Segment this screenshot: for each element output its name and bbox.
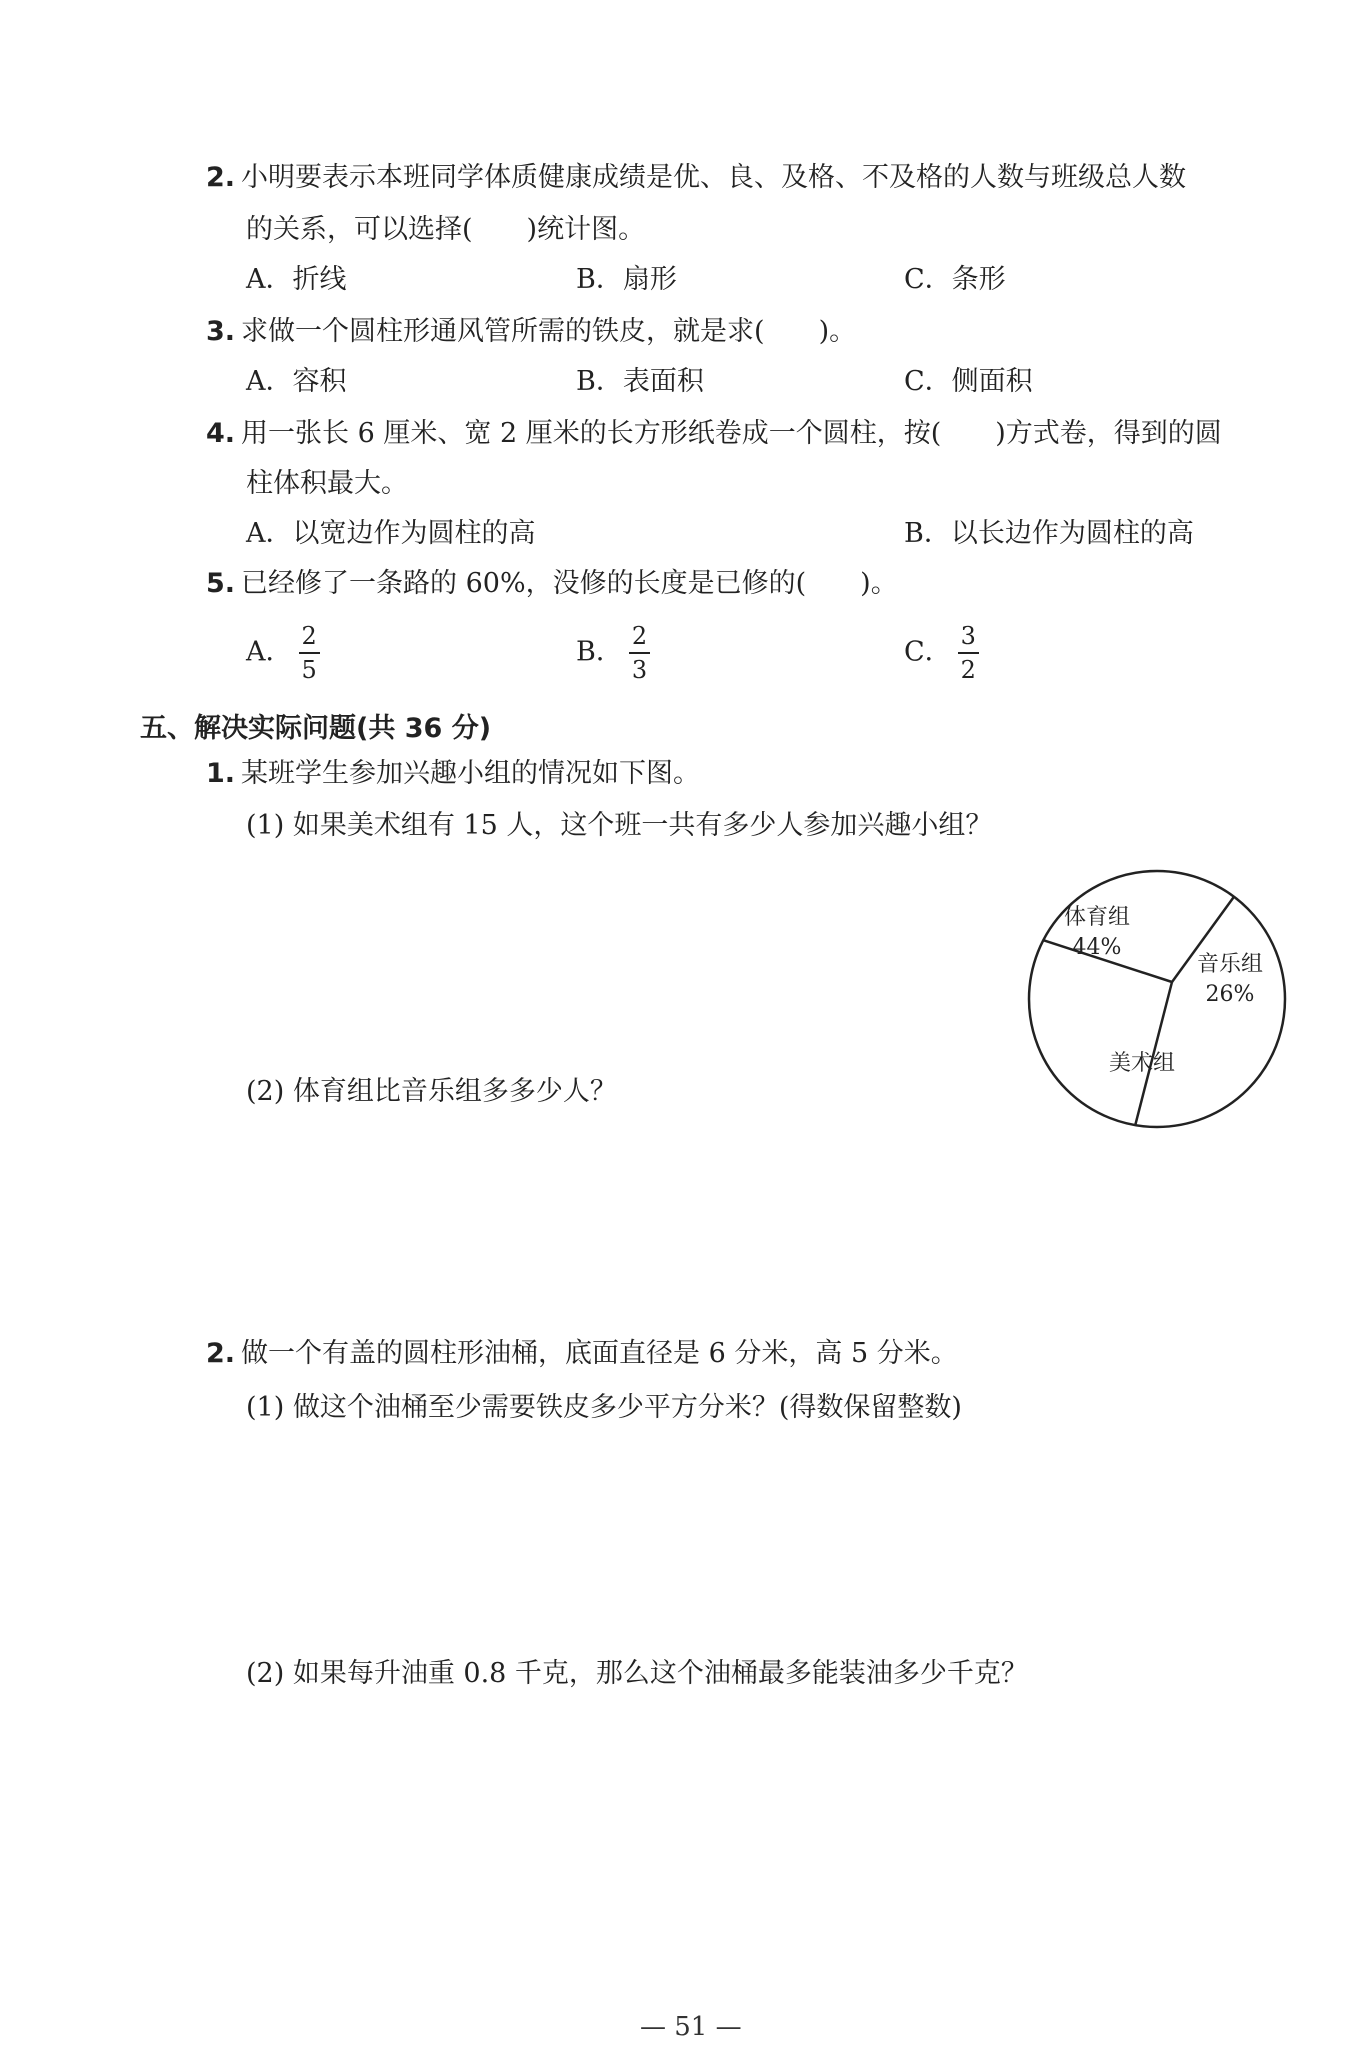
problem-1-text: 1. 某班学生参加兴趣小组的情况如下图。 <box>206 758 701 789</box>
fraction: $\frac{2}{3}$ <box>629 622 650 684</box>
question-5-line1: 5. 已经修了一条路的 60%，没修的长度是已修的( )。 <box>206 568 898 599</box>
question-5-option-c: C． $\frac{3}{2}$ <box>904 622 979 684</box>
question-2-line1: 2. 小明要表示本班同学体质健康成绩是优、良、及格、不及格的人数与班级总人数 <box>206 162 1187 193</box>
question-2-option-b: B．扇形 <box>576 264 677 295</box>
pie-slice-label: 体育组 <box>1063 905 1131 930</box>
problem-2-sub2: (2) 如果每升油重 0.8 千克，那么这个油桶最多能装油多少千克？ <box>246 1658 1028 1689</box>
pie-slice-percent: 26% <box>1205 982 1255 1007</box>
question-3-option-a: A．容积 <box>246 366 347 397</box>
problem-1-sub2: (2) 体育组比音乐组多多少人？ <box>246 1076 617 1107</box>
question-4-line1: 4. 用一张长 6 厘米、宽 2 厘米的长方形纸卷成一个圆柱，按( )方式卷，得到的圆 <box>206 418 1222 449</box>
page-number: — 51 — <box>640 2012 742 2042</box>
question-3-option-b: B．表面积 <box>576 366 704 397</box>
fraction: $\frac{2}{5}$ <box>299 622 320 684</box>
question-2-option-a: A．折线 <box>246 264 347 295</box>
pie-slice-percent: 44% <box>1072 935 1122 960</box>
question-2-line2: 的关系，可以选择( )统计图。 <box>246 214 646 245</box>
pie-slice-label: 美术组 <box>1108 1051 1176 1076</box>
problem-2-text: 2. 做一个有盖的圆柱形油桶，底面直径是 6 分米，高 5 分米。 <box>206 1338 958 1369</box>
question-4-line2: 柱体积最大。 <box>246 468 408 499</box>
question-4-option-a: A．以宽边作为圆柱的高 <box>246 518 536 549</box>
pie-chart <box>1022 864 1292 1134</box>
pie-slice-label: 音乐组 <box>1196 952 1264 977</box>
fraction: $\frac{3}{2}$ <box>958 622 979 684</box>
question-5-option-b: B． $\frac{2}{3}$ <box>576 622 650 684</box>
question-3-line1: 3. 求做一个圆柱形通风管所需的铁皮，就是求( )。 <box>206 316 857 347</box>
question-4-option-b: B．以长边作为圆柱的高 <box>904 518 1194 549</box>
problem-1-sub1: (1) 如果美术组有 15 人，这个班一共有多少人参加兴趣小组？ <box>246 810 993 841</box>
question-5-option-a: A． $\frac{2}{5}$ <box>246 622 320 684</box>
question-2-option-c: C．条形 <box>904 264 1006 295</box>
problem-2-sub1: (1) 做这个油桶至少需要铁皮多少平方分米？(得数保留整数) <box>246 1392 962 1423</box>
question-3-option-c: C．侧面积 <box>904 366 1033 397</box>
section-title: 五、解决实际问题(共 36 分) <box>140 713 492 744</box>
